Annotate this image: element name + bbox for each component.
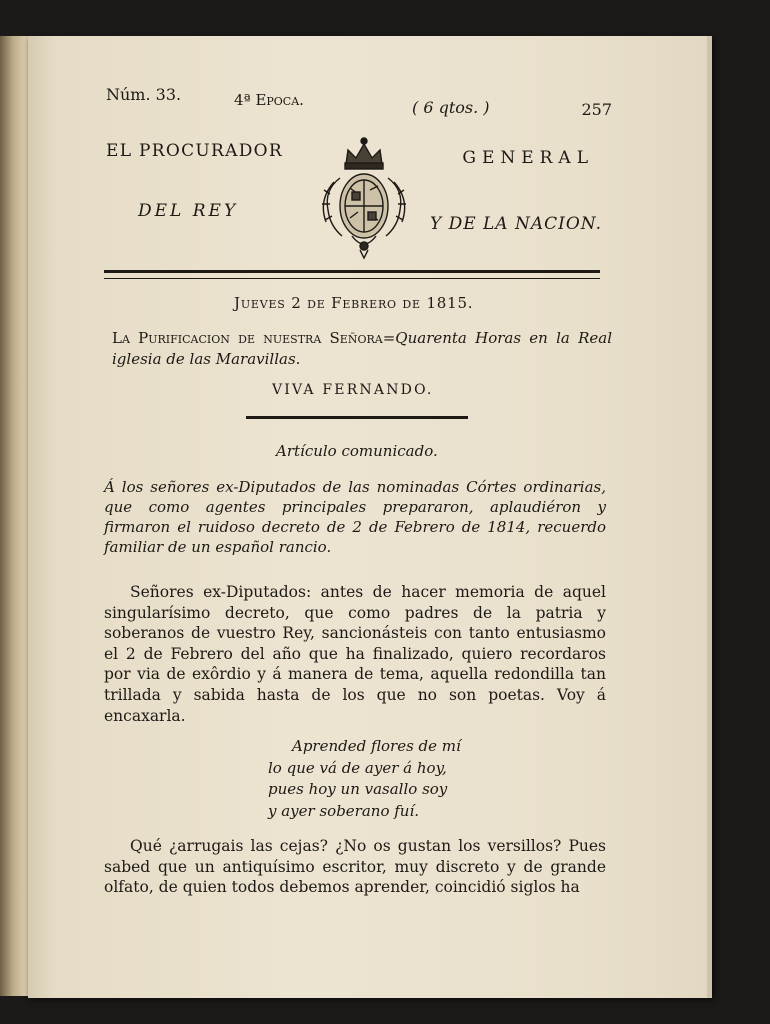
verse-quatrain xyxy=(268,736,461,822)
epoch-label: 4ª Epoca. xyxy=(234,91,304,109)
section-rule xyxy=(246,416,468,419)
masthead-title-general: GENERAL xyxy=(462,148,594,168)
page-edge xyxy=(707,36,712,998)
article-heading: Artículo comunicado. xyxy=(276,442,438,460)
masthead-title-del-rey: DEL REY xyxy=(138,201,239,221)
newspaper-page xyxy=(28,36,712,998)
issue-number: Núm. 33. xyxy=(106,85,182,104)
masthead-title-el-procurador: EL PROCURADOR xyxy=(106,141,283,161)
feast-separator: = xyxy=(382,329,396,347)
masthead-title-de-la-nacion: Y DE LA NACION. xyxy=(429,214,602,234)
issue-date: Jueves 2 de Febrero de 1815. xyxy=(234,294,474,312)
page-number: 257 xyxy=(581,100,612,119)
motto: VIVA FERNANDO. xyxy=(272,382,434,398)
quires-count: ( 6 qtos. ) xyxy=(412,98,490,117)
feast-name: La Purificacion de nuestra Señora xyxy=(112,329,383,347)
devotion-notice: Quarenta Horas en la Real iglesia de las Maravillas. xyxy=(112,329,613,368)
verse-line: pues hoy un vasallo soy xyxy=(268,780,448,798)
body-paragraph: Qué ¿arrugais las cejas? ¿No os gustan los versillos? Pues sabed que un antiquísimo escritor, muy discreto y de grande olfato, de quien todos debemos aprender, coincidió siglos ha xyxy=(104,837,606,897)
article-dedication: Á los señores ex-Diputados de las nominadas Córtes ordinarias, que como agentes principales prepararon, aplaudiéron y firmaron el ruidoso decreto de 2 de Febrero de 1814, recuerdo familiar de un español rancio. xyxy=(104,478,606,556)
masthead-double-rule xyxy=(104,270,600,279)
verse-line: y ayer soberano fuí. xyxy=(268,801,420,820)
body-paragraph: Señores ex-Diputados: antes de hacer memoria de aquel singularísimo decreto, que como padres de la patria y soberanos de vuestro Rey, sancionásteis con tanto entusiasmo el 2 de Febrero del año que ha finalizado, quiero recordaros por via de exôrdio y á manera de tema, aquella redondilla tan trillada y sabida hasta de los que no son poetas. Voy á encaxarla. xyxy=(104,583,606,725)
royal-coat-of-arms-icon xyxy=(312,130,416,260)
liturgical-notice xyxy=(112,328,612,370)
verse-line: lo que vá de ayer á hoy, xyxy=(268,758,447,777)
verse-line: Aprended flores de mí xyxy=(292,737,461,755)
